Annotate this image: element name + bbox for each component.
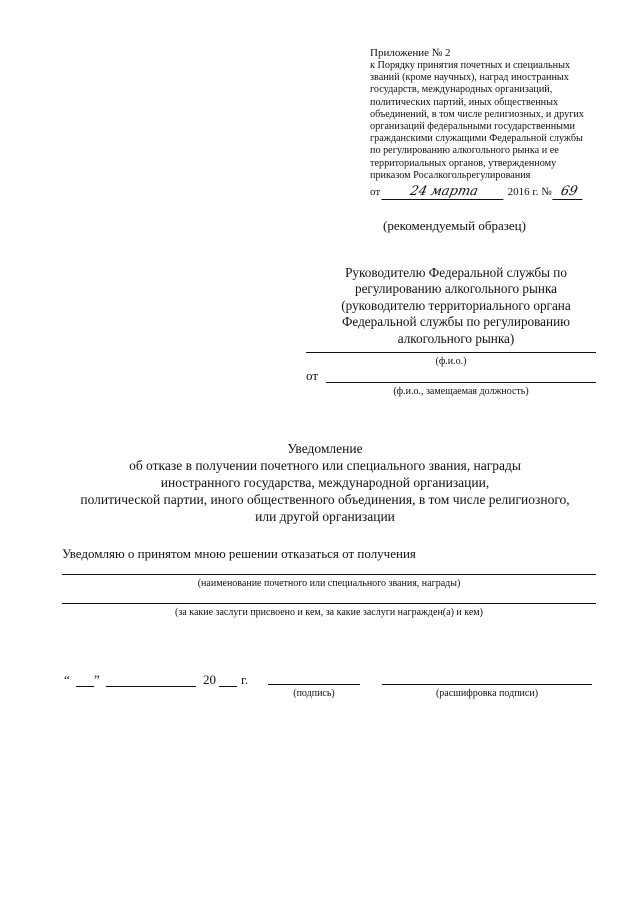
annex-line: по регулированию алкогольного рынка и ее — [370, 145, 559, 157]
award-line — [62, 574, 596, 575]
open-quote: “ — [64, 672, 70, 687]
heading-line: иностранного государства, международной организации, — [160, 475, 490, 490]
addressee-line: Руководителю Федеральной службы по — [345, 265, 567, 280]
handwritten-number: 69 — [553, 184, 586, 200]
annex-line: объединений, в том числе религиозных, и других — [370, 108, 584, 120]
fio-line — [306, 352, 596, 353]
from-caption: (ф.и.о., замещаемая должность) — [393, 386, 529, 397]
annex-line: приказом Росалкогольрегулирования — [370, 169, 531, 181]
addressee-line: (руководителю территориального органа — [341, 297, 571, 313]
fio-caption: (ф.и.о.) — [435, 356, 467, 367]
annex-line: государств, международных организаций, — [370, 84, 553, 96]
award-caption: (наименование почетного или специального звания, награды) — [197, 578, 461, 589]
number-sign: № — [541, 186, 552, 198]
handwritten-date: 24 марта — [381, 184, 506, 200]
annex-title: Приложение № 2 — [370, 47, 451, 59]
annex-line: к Порядку принятия почетных и специальных — [370, 60, 571, 71]
month-line — [106, 686, 196, 687]
body-text: Уведомляю о принятом мною решении отказаться от получения — [62, 546, 416, 561]
decode-line — [382, 684, 592, 685]
heading-line: политической партии, иного общественного объединения, в том числе религиозного, — [80, 492, 570, 507]
from-line — [326, 382, 596, 383]
addressee-block — [318, 265, 594, 347]
annex-line: политических партий, иных общественных — [370, 96, 559, 108]
year-line — [219, 686, 237, 687]
sample-note: (рекомендуемый образец) — [383, 218, 526, 233]
merits-line — [62, 603, 596, 604]
order-year: 2016 г. — [507, 186, 539, 198]
notice-heading — [40, 440, 610, 525]
annex-line: гражданскими служащими Федеральной службы — [370, 133, 583, 145]
signature-line — [268, 684, 360, 685]
signature-caption: (подпись) — [293, 688, 335, 699]
heading-line: об отказе в получении почетного или специального звания, награды — [129, 458, 521, 473]
order-prefix: от — [370, 186, 381, 198]
decode-caption: (расшифровка подписи) — [435, 688, 539, 699]
day-line — [76, 686, 94, 687]
close-quote: ” — [94, 672, 100, 687]
addressee-line: регулированию алкогольного рынка — [354, 281, 558, 297]
annex-line: организаций федеральными государственными — [370, 121, 575, 133]
addressee-line: алкогольного рынка) — [397, 330, 515, 346]
heading-line: Уведомление — [287, 441, 363, 456]
merits-caption: (за какие заслуги присвоено и кем, за какие заслуги награжден(а) и кем) — [175, 607, 483, 618]
year-prefix: 20 — [203, 672, 216, 687]
year-suffix: г. — [241, 672, 249, 687]
heading-line: или другой организации — [255, 509, 395, 524]
annex-block — [370, 46, 610, 182]
annex-line: территориальных органов, утвержденному — [370, 157, 557, 169]
order-date-line — [370, 184, 584, 200]
annex-line: званий (кроме научных), наград иностранных — [370, 72, 569, 84]
from-label: от — [306, 368, 319, 383]
addressee-line: Федеральной службы по регулированию — [342, 314, 570, 330]
